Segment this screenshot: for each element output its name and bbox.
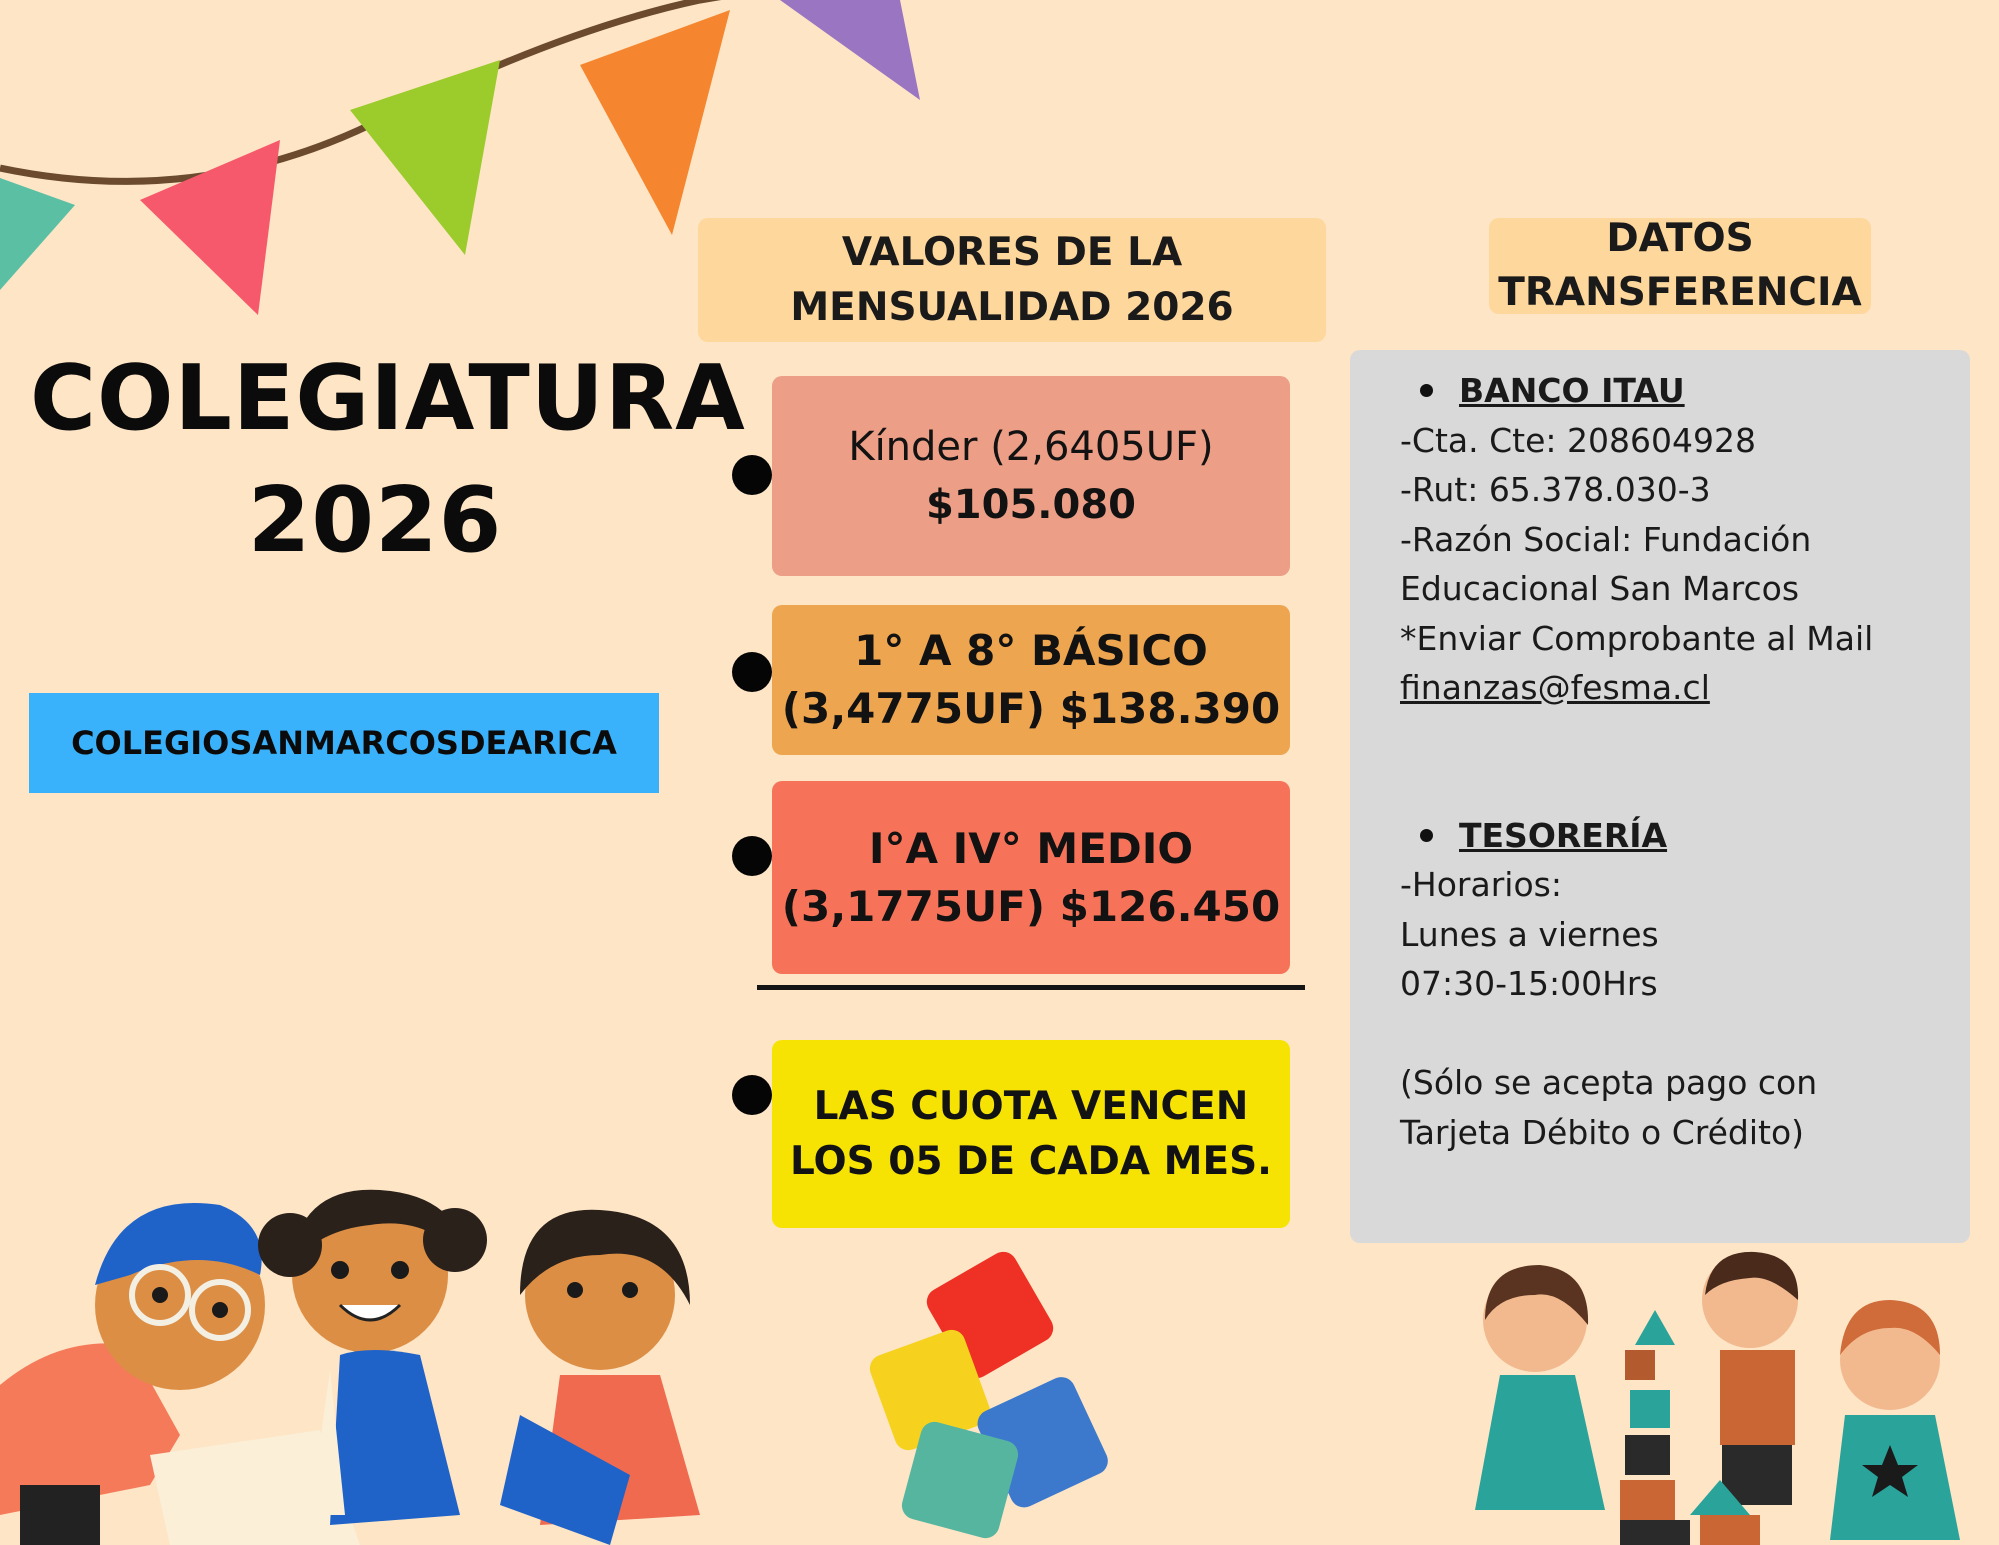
bullet-icon (732, 836, 772, 876)
school-handle-badge: COLEGIOSANMARCOSDEARICA (29, 693, 659, 793)
bank-heading-label: BANCO ITAU (1459, 371, 1685, 410)
page-title (20, 338, 746, 582)
price-kinder-line-1b: índer (2,6405UF) (874, 424, 1214, 470)
transfer-info-panel (1350, 350, 1970, 1243)
values-header (698, 218, 1326, 342)
children-building-blocks-illustration (1460, 1240, 1980, 1545)
price-medio (772, 781, 1290, 974)
title-line-2: 2026 (247, 468, 503, 573)
bank-razon-line-1: -Razón Social: Fundación (1400, 519, 1812, 559)
price-kinder (772, 376, 1290, 576)
bank-account: -Cta. Cte: 208604928 (1400, 420, 1756, 460)
price-kinder-line-1a: K (848, 424, 875, 470)
treasury-days: Lunes a viernes (1400, 914, 1659, 954)
due-date-notice (772, 1040, 1290, 1228)
price-medio-line-1: I°A IV° MEDIO (868, 823, 1194, 873)
bullet-icon (1420, 384, 1433, 397)
bullet-icon (1420, 829, 1433, 842)
payment-note-line-2: Tarjeta Débito o Crédito) (1400, 1112, 1805, 1152)
title-line-1: COLEGIATURA (30, 346, 746, 451)
treasury-hours-label: -Horarios: (1400, 865, 1562, 904)
price-medio-line-2: (3,1775UF) $126.450 (781, 881, 1281, 931)
bullet-icon (732, 652, 772, 692)
bank-heading (1420, 366, 1960, 416)
price-basico-line-2: (3,4775UF) $138.390 (781, 684, 1281, 733)
values-header-line-2: MENSUALIDAD 2026 (790, 285, 1234, 330)
treasury-heading-label: TESORERÍA (1459, 815, 1668, 855)
bullet-icon (732, 1075, 772, 1115)
divider (757, 985, 1305, 990)
payment-note-line-1: (Sólo se acepta pago con (1400, 1063, 1818, 1102)
price-basico (772, 605, 1290, 755)
treasury-hours: 07:30-15:00Hrs (1400, 964, 1658, 1003)
transfer-header-line-2: TRANSFERENCIA (1498, 270, 1862, 315)
price-kinder-line-2: $105.080 (925, 482, 1136, 528)
send-receipt-text: *Enviar Comprobante al Mail (1400, 618, 1874, 658)
price-basico-line-1: 1° A 8° BÁSICO (854, 626, 1208, 675)
puzzle-pieces-illustration (860, 1240, 1160, 1540)
transfer-header (1489, 218, 1871, 314)
values-header-line-1: VALORES DE LA (841, 230, 1183, 275)
due-notice-line-1: LAS CUOTA VENCEN (813, 1084, 1249, 1129)
bank-rut: -Rut: 65.378.030-3 (1400, 470, 1711, 509)
treasury-heading (1420, 811, 1960, 861)
transfer-header-line-1: DATOS (1606, 216, 1754, 261)
children-reading-illustration (0, 1185, 760, 1545)
due-notice-line-2: LOS 05 DE CADA MES. (789, 1139, 1272, 1184)
bullet-icon (732, 455, 772, 495)
bank-razon-line-2: Educacional San Marcos (1400, 569, 1800, 608)
email-link[interactable]: finanzas@fesma.cl (1400, 668, 1710, 707)
